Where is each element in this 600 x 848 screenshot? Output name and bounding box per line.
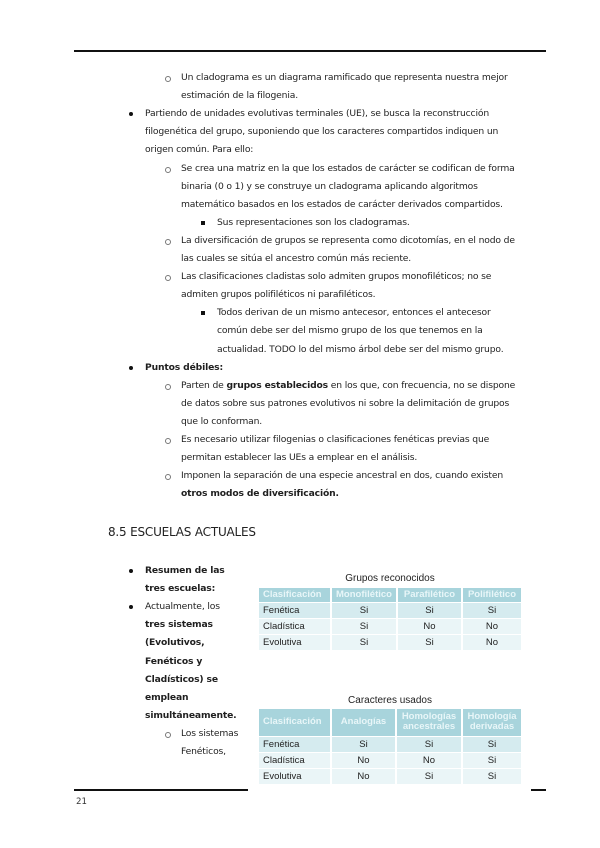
list-item-line: Todos derivan de un mismo antecesor, entonces el antecesor	[217, 307, 491, 319]
table-row	[259, 602, 521, 618]
table-cell: No	[396, 752, 462, 768]
list-item-line: (Evolutivos,	[145, 637, 205, 649]
list-item-line: Fenéticos,	[181, 746, 226, 757]
table-cell: No	[462, 634, 521, 650]
table-header-cell: Monofilético	[331, 588, 397, 602]
table-header-cell: Homologías ancestrales	[396, 709, 462, 736]
list-item-line: tres sistemas	[145, 619, 213, 631]
section-heading: 8.5 ESCUELAS ACTUALES	[108, 525, 256, 539]
list-item-line: Las clasificaciones cladistas solo admiten grupos monofiléticos; no se	[181, 271, 492, 283]
list-item-line: que lo conforman.	[181, 415, 263, 427]
list-item-line: común debe ser del mismo grupo de los que tenemos en la	[217, 325, 483, 337]
table-header-cell: Parafilético	[397, 588, 462, 602]
list-item-line: Cladísticos) se	[145, 673, 218, 685]
list-item-line: de datos sobre sus patrones evolutivos ni sobre la delimitación de grupos	[181, 397, 510, 409]
list-item-line: binaria (0 o 1) y se construye un cladograma aplicando algoritmos	[181, 180, 478, 192]
list-item-line: admiten grupos polifiléticos ni parafiléticos.	[181, 289, 376, 301]
footer-rule-left	[74, 789, 248, 791]
list-item-line: permitan establecer las UEs a emplear en el análisis.	[181, 452, 418, 464]
list-item-line: estimación de la filogenia.	[181, 90, 298, 102]
list-item-line: Se crea una matriz en la que los estados de carácter se codifican de forma	[181, 162, 515, 174]
table-cell: No	[397, 618, 462, 634]
list-item-line: origen común. Para ello:	[145, 144, 254, 156]
table-cell: Si	[462, 602, 521, 618]
list-item-line: emplean	[145, 691, 189, 703]
table-row	[259, 634, 521, 650]
groups-table-title: Grupos reconocidos	[345, 573, 435, 584]
table-cell: Evolutiva	[259, 768, 331, 784]
groups-table	[259, 588, 521, 650]
list-item-line: La diversificación de grupos se representa como dicotomías, en el nodo de	[181, 234, 515, 246]
table-row	[259, 768, 521, 784]
list-item-line: Resumen de las	[145, 565, 225, 576]
list-item-line: Un cladograma es un diagrama ramificado que representa nuestra mejor	[181, 72, 508, 83]
table-cell: Evolutiva	[259, 634, 331, 650]
table-cell: Si	[331, 736, 396, 752]
list-item-line: Puntos débiles:	[145, 361, 223, 373]
list-item-line: actualidad. TODO lo del mismo árbol debe ser del mismo grupo.	[217, 343, 504, 355]
list-item-line: Los sistemas	[181, 727, 239, 739]
table-cell: Si	[397, 602, 462, 618]
table-cell: Si	[331, 634, 397, 650]
characters-table-title: Caracteres usados	[348, 695, 432, 706]
table-cell: Si	[396, 768, 462, 784]
table-header-cell: Polifilético	[462, 588, 521, 602]
bold-text-run: grupos establecidos	[226, 379, 328, 391]
list-item-line: tres escuelas:	[145, 583, 216, 595]
list-item-line: filogenética del grupo, suponiendo que los caracteres compartidos indiquen un	[145, 126, 499, 138]
characters-table	[259, 709, 521, 784]
table-cell: Si	[462, 768, 521, 784]
list-item-line: otros modos de diversificación.	[181, 488, 339, 500]
table-cell: Cladística	[259, 752, 331, 768]
table-cell: Si	[331, 602, 397, 618]
table-cell: No	[331, 752, 396, 768]
page-number: 21	[76, 797, 87, 807]
list-item-line: Imponen la separación de una especie ancestral en dos, cuando existen	[181, 470, 504, 482]
list-item-line: simultáneamente.	[145, 709, 237, 721]
table-cell: Si	[462, 752, 521, 768]
table-row	[259, 752, 521, 768]
list-item-line: las cuales se sitúa el ancestro común más reciente.	[181, 253, 412, 264]
list-item-line: matemático basados en los estados de carácter derivados compartidos.	[181, 198, 503, 210]
table-cell: Fenética	[259, 736, 331, 752]
table-cell: Si	[396, 736, 462, 752]
table-cell: Si	[462, 736, 521, 752]
list-item-line: Partiendo de unidades evolutivas terminales (UE), se busca la reconstrucción	[145, 108, 490, 120]
list-item-line: Sus representaciones son los cladogramas.	[217, 216, 410, 228]
text-run: Parten de	[181, 379, 227, 391]
list-item-line: Actualmente, los	[145, 601, 220, 613]
header-rule	[74, 50, 546, 52]
list-item-line: Es necesario utilizar filogenias o clasificaciones fenéticas previas que	[181, 434, 490, 445]
text-run: en los que, con frecuencia, no se dispone	[328, 379, 516, 391]
table-header-cell: Analogías	[331, 709, 396, 736]
footer-rule-right	[531, 789, 546, 791]
table-header-cell: Clasificación	[259, 709, 331, 736]
table-row	[259, 618, 521, 634]
table-cell: No	[462, 618, 521, 634]
table-header-cell: Homología derivadas	[462, 709, 521, 736]
table-header-cell: Clasificación	[259, 588, 331, 602]
table-row	[259, 736, 521, 752]
table-cell: Cladística	[259, 618, 331, 634]
list-item-line	[181, 377, 515, 395]
table-cell: Si	[397, 634, 462, 650]
table-cell: Si	[331, 618, 397, 634]
table-cell: Fenética	[259, 602, 331, 618]
list-item-line: Fenéticos y	[145, 655, 203, 667]
table-cell: No	[331, 768, 396, 784]
